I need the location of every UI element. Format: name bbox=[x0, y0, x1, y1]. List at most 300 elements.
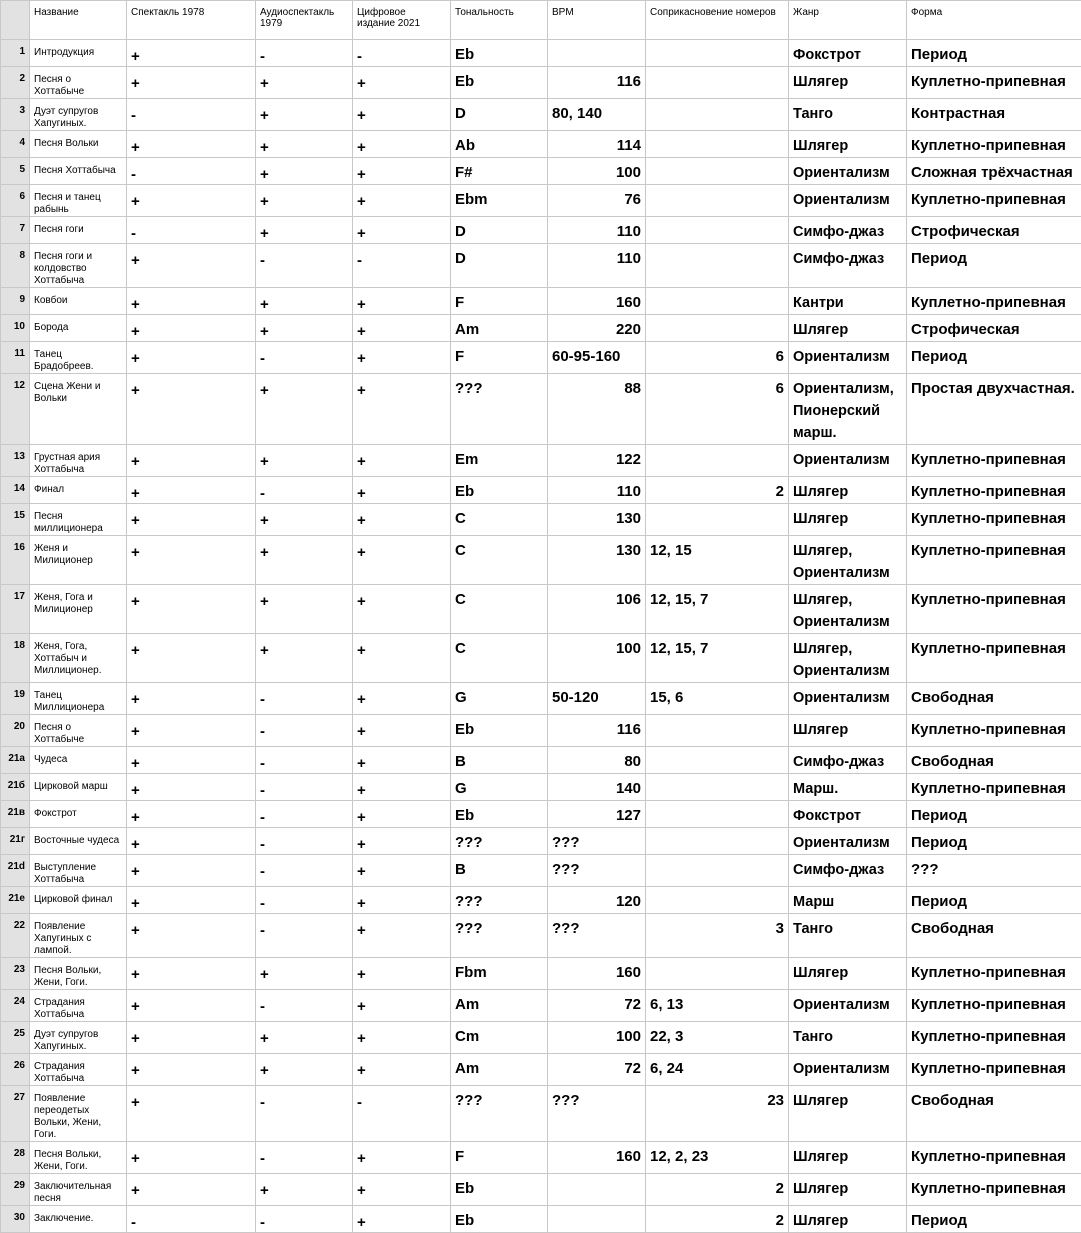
cell-play-1978[interactable]: + bbox=[127, 477, 256, 504]
cell-play-1978[interactable]: + bbox=[127, 244, 256, 288]
cell-key[interactable]: Eb bbox=[451, 1206, 548, 1233]
cell-bpm[interactable]: 122 bbox=[548, 445, 646, 477]
cell-bpm[interactable]: 72 bbox=[548, 990, 646, 1022]
cell-bpm[interactable]: 160 bbox=[548, 1142, 646, 1174]
cell-links[interactable] bbox=[646, 40, 789, 67]
cell-name[interactable]: Песня миллиционера bbox=[30, 504, 127, 536]
cell-genre[interactable]: Шлягер, Ориентализм bbox=[789, 634, 907, 683]
cell-form[interactable]: Период bbox=[907, 801, 1081, 828]
cell-name[interactable]: Женя, Гога и Милиционер bbox=[30, 585, 127, 634]
cell-play-1978[interactable]: + bbox=[127, 855, 256, 887]
cell-links[interactable]: 3 bbox=[646, 914, 789, 958]
header-name[interactable]: Название bbox=[30, 1, 127, 40]
cell-form[interactable]: Период bbox=[907, 828, 1081, 855]
cell-audio-1979[interactable]: - bbox=[256, 914, 353, 958]
cell-genre[interactable]: Фокстрот bbox=[789, 40, 907, 67]
cell-links[interactable]: 6, 13 bbox=[646, 990, 789, 1022]
cell-name[interactable]: Ковбои bbox=[30, 288, 127, 315]
cell-name[interactable]: Песня гоги и колдовство Хоттабыча bbox=[30, 244, 127, 288]
cell-audio-1979[interactable]: + bbox=[256, 67, 353, 99]
cell-play-1978[interactable]: + bbox=[127, 1086, 256, 1142]
cell-form[interactable]: Куплетно-припевная bbox=[907, 477, 1081, 504]
cell-digital-2021[interactable]: + bbox=[353, 715, 451, 747]
cell-key[interactable]: C bbox=[451, 634, 548, 683]
cell-bpm[interactable]: 100 bbox=[548, 634, 646, 683]
cell-key[interactable]: Cm bbox=[451, 1022, 548, 1054]
cell-play-1978[interactable]: + bbox=[127, 1174, 256, 1206]
cell-audio-1979[interactable]: + bbox=[256, 99, 353, 131]
cell-genre[interactable]: Марш. bbox=[789, 774, 907, 801]
cell-genre[interactable]: Шлягер bbox=[789, 504, 907, 536]
cell-audio-1979[interactable]: + bbox=[256, 958, 353, 990]
row-number[interactable]: 24 bbox=[1, 990, 30, 1022]
cell-links[interactable] bbox=[646, 855, 789, 887]
cell-name[interactable]: Страдания Хоттабыча bbox=[30, 1054, 127, 1086]
cell-bpm[interactable]: 140 bbox=[548, 774, 646, 801]
row-number[interactable]: 3 bbox=[1, 99, 30, 131]
cell-audio-1979[interactable]: - bbox=[256, 747, 353, 774]
cell-bpm[interactable]: 220 bbox=[548, 315, 646, 342]
cell-bpm[interactable]: 100 bbox=[548, 158, 646, 185]
cell-audio-1979[interactable]: - bbox=[256, 715, 353, 747]
cell-name[interactable]: Женя, Гога, Хоттабыч и Миллиционер. bbox=[30, 634, 127, 683]
cell-play-1978[interactable]: - bbox=[127, 1206, 256, 1233]
cell-bpm[interactable]: ??? bbox=[548, 1086, 646, 1142]
cell-bpm[interactable]: 130 bbox=[548, 504, 646, 536]
row-number[interactable]: 5 bbox=[1, 158, 30, 185]
cell-genre[interactable]: Симфо-джаз bbox=[789, 217, 907, 244]
row-number[interactable]: 15 bbox=[1, 504, 30, 536]
row-number[interactable]: 9 bbox=[1, 288, 30, 315]
cell-name[interactable]: Песня и танец рабынь bbox=[30, 185, 127, 217]
cell-key[interactable]: Em bbox=[451, 445, 548, 477]
cell-name[interactable]: Танец Брадобреев. bbox=[30, 342, 127, 374]
cell-audio-1979[interactable]: - bbox=[256, 1086, 353, 1142]
cell-form[interactable]: Строфическая bbox=[907, 315, 1081, 342]
row-number[interactable]: 7 bbox=[1, 217, 30, 244]
cell-play-1978[interactable]: + bbox=[127, 774, 256, 801]
cell-play-1978[interactable]: + bbox=[127, 1022, 256, 1054]
cell-bpm[interactable]: ??? bbox=[548, 855, 646, 887]
cell-name[interactable]: Песня Хоттабыча bbox=[30, 158, 127, 185]
row-number[interactable]: 26 bbox=[1, 1054, 30, 1086]
cell-name[interactable]: Финал bbox=[30, 477, 127, 504]
cell-bpm[interactable]: 116 bbox=[548, 67, 646, 99]
cell-digital-2021[interactable]: + bbox=[353, 634, 451, 683]
cell-genre[interactable]: Ориентализм, Пионерский марш. bbox=[789, 374, 907, 445]
cell-play-1978[interactable]: + bbox=[127, 342, 256, 374]
cell-name[interactable]: Заключительная песня bbox=[30, 1174, 127, 1206]
cell-name[interactable]: Борода bbox=[30, 315, 127, 342]
cell-key[interactable]: ??? bbox=[451, 828, 548, 855]
cell-genre[interactable]: Марш bbox=[789, 887, 907, 914]
cell-links[interactable] bbox=[646, 99, 789, 131]
cell-key[interactable]: D bbox=[451, 217, 548, 244]
cell-digital-2021[interactable]: + bbox=[353, 1142, 451, 1174]
cell-links[interactable] bbox=[646, 715, 789, 747]
cell-key[interactable]: Fbm bbox=[451, 958, 548, 990]
cell-genre[interactable]: Симфо-джаз bbox=[789, 855, 907, 887]
row-number[interactable]: 19 bbox=[1, 683, 30, 715]
cell-bpm[interactable]: 110 bbox=[548, 477, 646, 504]
row-number[interactable]: 23 bbox=[1, 958, 30, 990]
cell-play-1978[interactable]: + bbox=[127, 315, 256, 342]
row-number[interactable]: 25 bbox=[1, 1022, 30, 1054]
cell-play-1978[interactable]: + bbox=[127, 374, 256, 445]
row-number[interactable]: 12 bbox=[1, 374, 30, 445]
cell-form[interactable]: Свободная bbox=[907, 914, 1081, 958]
row-number[interactable]: 21d bbox=[1, 855, 30, 887]
row-number[interactable]: 21е bbox=[1, 887, 30, 914]
cell-bpm[interactable]: 60-95-160 bbox=[548, 342, 646, 374]
corner-cell[interactable] bbox=[1, 1, 30, 40]
cell-bpm[interactable] bbox=[548, 40, 646, 67]
cell-bpm[interactable]: ??? bbox=[548, 828, 646, 855]
cell-form[interactable]: Простая двухчастная. bbox=[907, 374, 1081, 445]
cell-genre[interactable]: Ориентализм bbox=[789, 158, 907, 185]
cell-name[interactable]: Страдания Хоттабыча bbox=[30, 990, 127, 1022]
row-number[interactable]: 14 bbox=[1, 477, 30, 504]
cell-genre[interactable]: Шлягер, Ориентализм bbox=[789, 536, 907, 585]
row-number[interactable]: 4 bbox=[1, 131, 30, 158]
cell-key[interactable]: Eb bbox=[451, 40, 548, 67]
cell-links[interactable]: 15, 6 bbox=[646, 683, 789, 715]
cell-key[interactable]: C bbox=[451, 504, 548, 536]
cell-play-1978[interactable]: + bbox=[127, 185, 256, 217]
cell-digital-2021[interactable]: + bbox=[353, 958, 451, 990]
cell-play-1978[interactable]: + bbox=[127, 634, 256, 683]
cell-genre[interactable]: Танго bbox=[789, 99, 907, 131]
cell-name[interactable]: Фокстрот bbox=[30, 801, 127, 828]
cell-audio-1979[interactable]: - bbox=[256, 828, 353, 855]
cell-audio-1979[interactable]: + bbox=[256, 217, 353, 244]
row-number[interactable]: 28 bbox=[1, 1142, 30, 1174]
cell-key[interactable]: F bbox=[451, 1142, 548, 1174]
cell-audio-1979[interactable]: + bbox=[256, 158, 353, 185]
cell-genre[interactable]: Симфо-джаз bbox=[789, 244, 907, 288]
cell-links[interactable] bbox=[646, 158, 789, 185]
cell-genre[interactable]: Ориентализм bbox=[789, 1054, 907, 1086]
cell-audio-1979[interactable]: - bbox=[256, 342, 353, 374]
cell-play-1978[interactable]: + bbox=[127, 131, 256, 158]
cell-digital-2021[interactable]: + bbox=[353, 315, 451, 342]
cell-links[interactable]: 23 bbox=[646, 1086, 789, 1142]
cell-form[interactable]: Период bbox=[907, 244, 1081, 288]
row-number[interactable]: 22 bbox=[1, 914, 30, 958]
row-number[interactable]: 13 bbox=[1, 445, 30, 477]
cell-links[interactable] bbox=[646, 958, 789, 990]
cell-bpm[interactable]: 110 bbox=[548, 217, 646, 244]
cell-play-1978[interactable]: + bbox=[127, 747, 256, 774]
cell-genre[interactable]: Симфо-джаз bbox=[789, 747, 907, 774]
cell-digital-2021[interactable]: + bbox=[353, 1174, 451, 1206]
cell-form[interactable]: Куплетно-припевная bbox=[907, 1142, 1081, 1174]
cell-bpm[interactable]: 50-120 bbox=[548, 683, 646, 715]
cell-links[interactable] bbox=[646, 288, 789, 315]
cell-key[interactable]: ??? bbox=[451, 914, 548, 958]
cell-digital-2021[interactable]: + bbox=[353, 585, 451, 634]
cell-key[interactable]: D bbox=[451, 244, 548, 288]
header-play-1978[interactable]: Спектакль 1978 bbox=[127, 1, 256, 40]
cell-digital-2021[interactable]: + bbox=[353, 747, 451, 774]
cell-name[interactable]: Грустная ария Хоттабыча bbox=[30, 445, 127, 477]
cell-digital-2021[interactable]: + bbox=[353, 1206, 451, 1233]
cell-play-1978[interactable]: + bbox=[127, 715, 256, 747]
cell-form[interactable]: Куплетно-припевная bbox=[907, 536, 1081, 585]
header-links[interactable]: Соприкасновение номеров bbox=[646, 1, 789, 40]
cell-links[interactable]: 6 bbox=[646, 374, 789, 445]
cell-links[interactable]: 12, 15, 7 bbox=[646, 634, 789, 683]
cell-digital-2021[interactable]: + bbox=[353, 990, 451, 1022]
cell-genre[interactable]: Ориентализм bbox=[789, 990, 907, 1022]
cell-audio-1979[interactable]: + bbox=[256, 131, 353, 158]
cell-genre[interactable]: Шлягер bbox=[789, 477, 907, 504]
cell-audio-1979[interactable]: - bbox=[256, 1206, 353, 1233]
cell-links[interactable]: 2 bbox=[646, 477, 789, 504]
cell-links[interactable] bbox=[646, 131, 789, 158]
cell-links[interactable] bbox=[646, 774, 789, 801]
cell-digital-2021[interactable]: + bbox=[353, 828, 451, 855]
cell-audio-1979[interactable]: + bbox=[256, 504, 353, 536]
cell-play-1978[interactable]: + bbox=[127, 288, 256, 315]
cell-play-1978[interactable]: + bbox=[127, 504, 256, 536]
cell-key[interactable]: G bbox=[451, 774, 548, 801]
cell-audio-1979[interactable]: - bbox=[256, 683, 353, 715]
cell-genre[interactable]: Шлягер, Ориентализм bbox=[789, 585, 907, 634]
cell-bpm[interactable]: 114 bbox=[548, 131, 646, 158]
cell-audio-1979[interactable]: - bbox=[256, 40, 353, 67]
cell-key[interactable]: Ab bbox=[451, 131, 548, 158]
row-number[interactable]: 21а bbox=[1, 747, 30, 774]
cell-genre[interactable]: Кантри bbox=[789, 288, 907, 315]
cell-form[interactable]: Куплетно-припевная bbox=[907, 958, 1081, 990]
cell-links[interactable]: 2 bbox=[646, 1206, 789, 1233]
cell-links[interactable] bbox=[646, 67, 789, 99]
cell-form[interactable]: Свободная bbox=[907, 747, 1081, 774]
cell-key[interactable]: Am bbox=[451, 1054, 548, 1086]
cell-links[interactable] bbox=[646, 504, 789, 536]
cell-audio-1979[interactable]: - bbox=[256, 887, 353, 914]
cell-audio-1979[interactable]: - bbox=[256, 855, 353, 887]
cell-play-1978[interactable]: + bbox=[127, 67, 256, 99]
cell-audio-1979[interactable]: + bbox=[256, 585, 353, 634]
cell-form[interactable]: Куплетно-припевная bbox=[907, 715, 1081, 747]
header-form[interactable]: Форма bbox=[907, 1, 1081, 40]
cell-play-1978[interactable]: + bbox=[127, 40, 256, 67]
cell-form[interactable]: Куплетно-припевная bbox=[907, 131, 1081, 158]
cell-key[interactable]: B bbox=[451, 855, 548, 887]
cell-play-1978[interactable]: + bbox=[127, 958, 256, 990]
cell-genre[interactable]: Шлягер bbox=[789, 67, 907, 99]
cell-audio-1979[interactable]: - bbox=[256, 244, 353, 288]
cell-genre[interactable]: Ориентализм bbox=[789, 445, 907, 477]
cell-genre[interactable]: Шлягер bbox=[789, 715, 907, 747]
cell-digital-2021[interactable]: + bbox=[353, 1022, 451, 1054]
cell-form[interactable]: Куплетно-припевная bbox=[907, 585, 1081, 634]
cell-name[interactable]: Дуэт супругов Хапугиных. bbox=[30, 99, 127, 131]
cell-genre[interactable]: Ориентализм bbox=[789, 342, 907, 374]
cell-audio-1979[interactable]: - bbox=[256, 801, 353, 828]
header-audio-1979[interactable]: Аудиоспектакль 1979 bbox=[256, 1, 353, 40]
cell-name[interactable]: Цирковой финал bbox=[30, 887, 127, 914]
cell-bpm[interactable]: 76 bbox=[548, 185, 646, 217]
cell-audio-1979[interactable]: + bbox=[256, 445, 353, 477]
cell-digital-2021[interactable]: + bbox=[353, 1054, 451, 1086]
cell-digital-2021[interactable]: + bbox=[353, 536, 451, 585]
row-number[interactable]: 21б bbox=[1, 774, 30, 801]
cell-form[interactable]: Куплетно-припевная bbox=[907, 504, 1081, 536]
cell-bpm[interactable]: 116 bbox=[548, 715, 646, 747]
cell-genre[interactable]: Танго bbox=[789, 1022, 907, 1054]
cell-links[interactable] bbox=[646, 217, 789, 244]
cell-form[interactable]: Строфическая bbox=[907, 217, 1081, 244]
cell-digital-2021[interactable]: + bbox=[353, 914, 451, 958]
cell-bpm[interactable] bbox=[548, 1206, 646, 1233]
cell-digital-2021[interactable]: + bbox=[353, 801, 451, 828]
cell-genre[interactable]: Танго bbox=[789, 914, 907, 958]
cell-links[interactable] bbox=[646, 244, 789, 288]
cell-key[interactable]: G bbox=[451, 683, 548, 715]
cell-name[interactable]: Цирковой марш bbox=[30, 774, 127, 801]
cell-audio-1979[interactable]: + bbox=[256, 374, 353, 445]
cell-name[interactable]: Песня Вольки, Жени, Гоги. bbox=[30, 1142, 127, 1174]
cell-name[interactable]: Песня о Хоттабыче bbox=[30, 715, 127, 747]
cell-digital-2021[interactable]: + bbox=[353, 774, 451, 801]
cell-form[interactable]: Куплетно-припевная bbox=[907, 634, 1081, 683]
cell-audio-1979[interactable]: - bbox=[256, 774, 353, 801]
cell-play-1978[interactable]: - bbox=[127, 158, 256, 185]
header-genre[interactable]: Жанр bbox=[789, 1, 907, 40]
row-number[interactable]: 10 bbox=[1, 315, 30, 342]
cell-play-1978[interactable]: - bbox=[127, 99, 256, 131]
cell-digital-2021[interactable]: + bbox=[353, 445, 451, 477]
cell-name[interactable]: Интродукция bbox=[30, 40, 127, 67]
cell-genre[interactable]: Ориентализм bbox=[789, 185, 907, 217]
cell-form[interactable]: Контрастная bbox=[907, 99, 1081, 131]
cell-form[interactable]: Куплетно-припевная bbox=[907, 1022, 1081, 1054]
cell-key[interactable]: F bbox=[451, 288, 548, 315]
row-number[interactable]: 6 bbox=[1, 185, 30, 217]
cell-digital-2021[interactable]: - bbox=[353, 40, 451, 67]
cell-key[interactable]: F# bbox=[451, 158, 548, 185]
cell-links[interactable]: 2 bbox=[646, 1174, 789, 1206]
cell-links[interactable] bbox=[646, 185, 789, 217]
row-number[interactable]: 21в bbox=[1, 801, 30, 828]
cell-form[interactable]: Куплетно-припевная bbox=[907, 1174, 1081, 1206]
cell-play-1978[interactable]: + bbox=[127, 445, 256, 477]
cell-key[interactable]: D bbox=[451, 99, 548, 131]
row-number[interactable]: 29 bbox=[1, 1174, 30, 1206]
cell-digital-2021[interactable]: + bbox=[353, 855, 451, 887]
cell-audio-1979[interactable]: + bbox=[256, 1174, 353, 1206]
cell-name[interactable]: Дуэт супругов Хапугиных. bbox=[30, 1022, 127, 1054]
cell-audio-1979[interactable]: + bbox=[256, 536, 353, 585]
cell-audio-1979[interactable]: - bbox=[256, 1142, 353, 1174]
cell-audio-1979[interactable]: + bbox=[256, 634, 353, 683]
cell-digital-2021[interactable]: + bbox=[353, 374, 451, 445]
cell-key[interactable]: C bbox=[451, 536, 548, 585]
cell-digital-2021[interactable]: + bbox=[353, 887, 451, 914]
cell-form[interactable]: Куплетно-припевная bbox=[907, 990, 1081, 1022]
row-number[interactable]: 1 bbox=[1, 40, 30, 67]
cell-links[interactable] bbox=[646, 828, 789, 855]
cell-genre[interactable]: Фокстрот bbox=[789, 801, 907, 828]
cell-bpm[interactable]: 160 bbox=[548, 958, 646, 990]
cell-links[interactable]: 6 bbox=[646, 342, 789, 374]
cell-genre[interactable]: Шлягер bbox=[789, 1206, 907, 1233]
row-number[interactable]: 16 bbox=[1, 536, 30, 585]
cell-audio-1979[interactable]: + bbox=[256, 1022, 353, 1054]
cell-form[interactable]: Сложная трёхчастная bbox=[907, 158, 1081, 185]
cell-play-1978[interactable]: + bbox=[127, 801, 256, 828]
cell-genre[interactable]: Ориентализм bbox=[789, 683, 907, 715]
cell-digital-2021[interactable]: + bbox=[353, 99, 451, 131]
cell-audio-1979[interactable]: + bbox=[256, 315, 353, 342]
cell-form[interactable]: Куплетно-припевная bbox=[907, 774, 1081, 801]
cell-key[interactable]: Eb bbox=[451, 801, 548, 828]
cell-key[interactable]: Eb bbox=[451, 1174, 548, 1206]
cell-digital-2021[interactable]: + bbox=[353, 288, 451, 315]
cell-key[interactable]: Ebm bbox=[451, 185, 548, 217]
header-bpm[interactable]: BPM bbox=[548, 1, 646, 40]
cell-key[interactable]: Eb bbox=[451, 67, 548, 99]
cell-name[interactable]: Восточные чудеса bbox=[30, 828, 127, 855]
cell-digital-2021[interactable]: + bbox=[353, 504, 451, 536]
cell-play-1978[interactable]: + bbox=[127, 1054, 256, 1086]
cell-links[interactable] bbox=[646, 801, 789, 828]
cell-play-1978[interactable]: + bbox=[127, 887, 256, 914]
cell-bpm[interactable]: 127 bbox=[548, 801, 646, 828]
cell-form[interactable]: Период bbox=[907, 887, 1081, 914]
cell-digital-2021[interactable]: + bbox=[353, 342, 451, 374]
cell-links[interactable]: 6, 24 bbox=[646, 1054, 789, 1086]
cell-genre[interactable]: Ориентализм bbox=[789, 828, 907, 855]
cell-play-1978[interactable]: + bbox=[127, 914, 256, 958]
cell-audio-1979[interactable]: + bbox=[256, 288, 353, 315]
cell-name[interactable]: Появление Хапугиных с лампой. bbox=[30, 914, 127, 958]
cell-digital-2021[interactable]: + bbox=[353, 185, 451, 217]
cell-play-1978[interactable]: + bbox=[127, 990, 256, 1022]
cell-key[interactable]: F bbox=[451, 342, 548, 374]
cell-bpm[interactable]: 80, 140 bbox=[548, 99, 646, 131]
cell-links[interactable] bbox=[646, 887, 789, 914]
cell-form[interactable]: Куплетно-припевная bbox=[907, 185, 1081, 217]
cell-genre[interactable]: Шлягер bbox=[789, 1086, 907, 1142]
cell-genre[interactable]: Шлягер bbox=[789, 131, 907, 158]
cell-name[interactable]: Песня Вольки, Жени, Гоги. bbox=[30, 958, 127, 990]
cell-links[interactable]: 12, 15, 7 bbox=[646, 585, 789, 634]
cell-form[interactable]: Куплетно-припевная bbox=[907, 288, 1081, 315]
cell-key[interactable]: ??? bbox=[451, 374, 548, 445]
cell-key[interactable]: ??? bbox=[451, 1086, 548, 1142]
cell-links[interactable] bbox=[646, 445, 789, 477]
cell-name[interactable]: Появление переодетых Вольки, Жени, Гоги. bbox=[30, 1086, 127, 1142]
cell-play-1978[interactable]: - bbox=[127, 217, 256, 244]
cell-bpm[interactable]: 120 bbox=[548, 887, 646, 914]
cell-form[interactable]: Период bbox=[907, 1206, 1081, 1233]
cell-bpm[interactable]: 130 bbox=[548, 536, 646, 585]
cell-audio-1979[interactable]: + bbox=[256, 1054, 353, 1086]
cell-bpm[interactable]: 100 bbox=[548, 1022, 646, 1054]
cell-form[interactable]: Куплетно-припевная bbox=[907, 445, 1081, 477]
cell-name[interactable]: Сцена Жени и Вольки bbox=[30, 374, 127, 445]
row-number[interactable]: 8 bbox=[1, 244, 30, 288]
cell-bpm[interactable]: 110 bbox=[548, 244, 646, 288]
cell-bpm[interactable] bbox=[548, 1174, 646, 1206]
row-number[interactable]: 2 bbox=[1, 67, 30, 99]
cell-name[interactable]: Песня Вольки bbox=[30, 131, 127, 158]
cell-key[interactable]: ??? bbox=[451, 887, 548, 914]
